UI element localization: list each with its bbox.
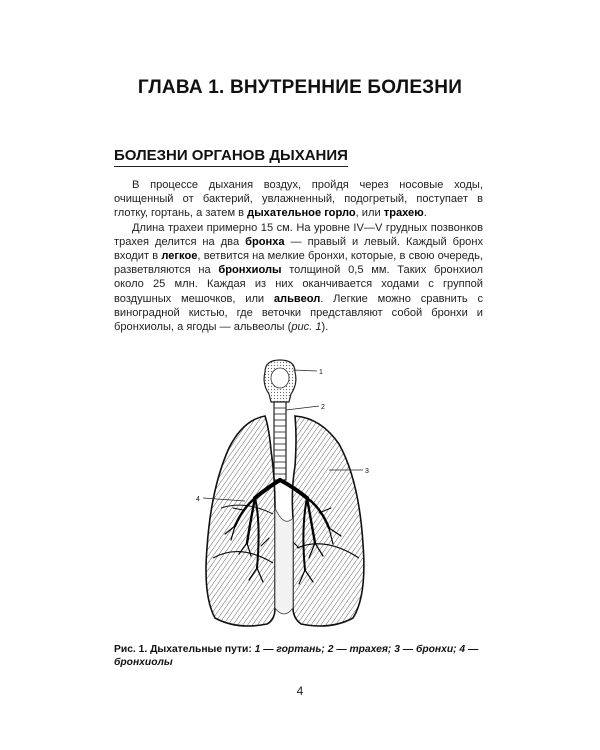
mediastinum-shape — [275, 508, 293, 614]
figure-reference: рис. 1 — [291, 321, 322, 334]
lungs-illustration — [195, 358, 390, 638]
respiratory-tract-figure — [195, 358, 390, 638]
right-lung-shape — [206, 416, 275, 626]
paragraph-2 — [114, 221, 483, 335]
text: Длина трахеи примерно 15 см. На уровне IV—V грудных позвонков трахея делится на два — [114, 221, 483, 248]
caption-text: 1 — гортань; 2 — трахея; 3 — бронхи; 4 — бронхиолы — [114, 644, 479, 668]
figure-label-3: 3 — [365, 468, 369, 475]
page-number: 4 — [296, 684, 304, 698]
figure-label-1: 1 — [319, 369, 323, 376]
paragraph-1 — [114, 178, 483, 221]
figure-label-2: 2 — [321, 404, 325, 411]
text: . — [423, 207, 427, 220]
text: . Легкие можно сравнить с виноградной кистью, где веточки представляют собой бронхи и бронхиолы, а ягоды — альвеолы ( — [114, 292, 483, 334]
chapter-title: ГЛАВА 1. ВНУТРЕННИЕ БОЛЕЗНИ — [137, 77, 463, 98]
term-bronhioly: бронхиолы — [218, 264, 282, 277]
body-text — [114, 178, 483, 334]
term-bronha: бронха — [245, 235, 285, 248]
text: , или — [355, 207, 384, 220]
term-dyhatelnoe-gorlo: дыхательное горло — [247, 207, 356, 220]
text: толщиной 0,5 мм. Таких бронхиол около 25 млн. Каждая из них оканчивается ходами с группой воздушных мешочков, или — [114, 264, 483, 305]
figure-caption — [114, 643, 484, 669]
figure-label-4: 4 — [196, 496, 200, 503]
text: — правый и левый. Каждый бронх входит в — [114, 235, 483, 263]
larynx-cartilage — [271, 368, 289, 388]
text: , ветвится на мелкие бронхи, которые, в свою очередь, разветвляются на — [114, 250, 483, 277]
term-legkoe: легкое — [161, 250, 198, 263]
caption-label: Рис. 1. Дыхательные пути: — [114, 644, 252, 655]
text: ). — [321, 321, 329, 334]
term-alveol: альвеол — [273, 292, 321, 305]
text: В процессе дыхания воздух, пройдя через носовые ходы, очищенный от бактерий, увлажненный, подогретый, поступает в глотку, гортань, а затем в — [114, 179, 483, 220]
term-traheya: трахею — [383, 207, 424, 220]
section-title: БОЛЕЗНИ ОРГАНОВ ДЫХАНИЯ — [114, 147, 348, 167]
